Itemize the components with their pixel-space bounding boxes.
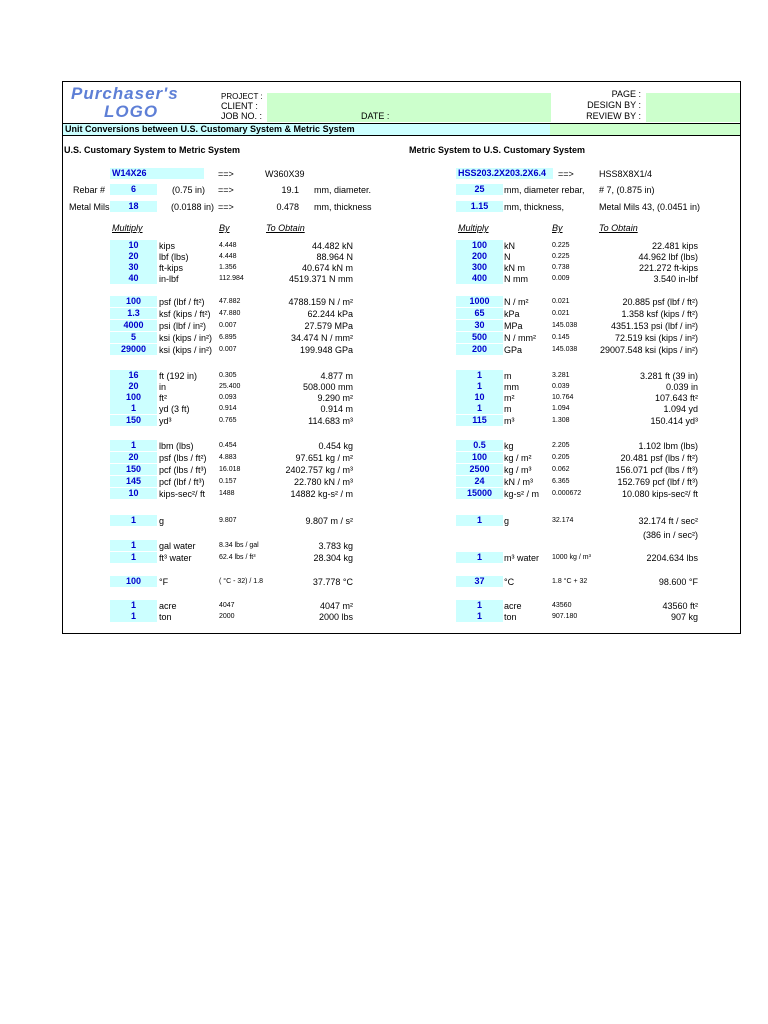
right-factor: 1.8 °C + 32: [552, 578, 588, 585]
right-factor: 145.038: [552, 322, 578, 329]
right-input-unit: N / m²: [504, 297, 529, 307]
left-input-value[interactable]: 16: [110, 370, 157, 381]
right-input-value[interactable]: 65: [456, 308, 503, 319]
left-input-unit: ft²: [159, 393, 167, 403]
left-factor: 0.305: [219, 372, 237, 379]
left-input-value[interactable]: 10: [110, 488, 157, 499]
right-input-value[interactable]: 200: [456, 251, 503, 262]
right-input-unit: g: [504, 516, 510, 526]
page-field[interactable]: [646, 93, 740, 122]
left-input-unit: kips: [159, 241, 176, 251]
right-col-by: By: [552, 223, 563, 233]
right-factor: 43560: [552, 602, 572, 609]
date-field[interactable]: [393, 112, 551, 122]
right-input-unit: m: [504, 404, 512, 414]
right-input-unit: ton: [504, 612, 517, 622]
right-input-value[interactable]: 500: [456, 332, 503, 343]
right-input-value[interactable]: 15000: [456, 488, 503, 499]
left-result: 9.290 m²: [317, 393, 353, 403]
left-input-value[interactable]: 10: [110, 240, 157, 251]
right-input-value[interactable]: 1: [456, 515, 503, 526]
right-input-unit: MPa: [504, 321, 523, 331]
right-result: 44.962 lbf (lbs): [638, 252, 698, 262]
right-input-unit: m²: [504, 393, 515, 403]
left-input-value[interactable]: 20: [110, 381, 157, 392]
logo-line2: LOGO: [104, 102, 159, 121]
left-result: 22.780 kN / m³: [293, 477, 353, 487]
right-factor: 6.365: [552, 478, 570, 485]
right-input-value[interactable]: 30: [456, 320, 503, 331]
right-input-value[interactable]: 400: [456, 273, 503, 284]
left-factor: 1.356: [219, 264, 237, 271]
left-factor: 2000: [219, 613, 235, 620]
left-input-unit: yd (3 ft): [159, 404, 190, 414]
right-result: 150.414 yd³: [650, 416, 698, 426]
left-input-value[interactable]: 1: [110, 600, 157, 611]
right-input-unit: N / mm²: [504, 333, 536, 343]
right-input-value[interactable]: 1: [456, 403, 503, 414]
left-factor: 9.807: [219, 517, 237, 524]
left-factor: 62.4 lbs / ft³: [219, 554, 256, 561]
left-result: 4519.371 N mm: [288, 274, 353, 284]
left-input-value[interactable]: 20: [110, 251, 157, 262]
left-factor: 47.880: [219, 310, 241, 317]
left-input-unit: lbm (lbs): [159, 441, 194, 451]
right-col-obtain: To Obtain: [599, 223, 638, 233]
left-input-value[interactable]: 100: [110, 576, 157, 587]
left-input-unit: gal water: [159, 541, 196, 551]
client-label: CLIENT :: [221, 101, 258, 111]
left-result: 2000 lbs: [318, 612, 353, 622]
project-label: PROJECT :: [221, 92, 263, 101]
right-factor: 10.764: [552, 394, 574, 401]
right-factor: 0.145: [552, 334, 570, 341]
jobno-label: JOB NO. :: [221, 111, 263, 121]
left-input-unit: psf (lbf / ft²): [159, 297, 205, 307]
right-mils-output: Metal Mils 43, (0.0451 in): [599, 202, 701, 212]
right-result: 2204.634 lbs: [646, 553, 698, 563]
right-input-unit: N: [504, 252, 511, 262]
right-factor: 907.180: [552, 613, 578, 620]
left-factor: 0.093: [219, 394, 237, 401]
right-result: 43560 ft²: [662, 601, 698, 611]
right-input-value[interactable]: 300: [456, 262, 503, 273]
left-input-value[interactable]: 150: [110, 415, 157, 426]
left-factor: 4.448: [219, 253, 237, 260]
left-rebar-input[interactable]: 6: [110, 184, 157, 195]
right-result: 0.039 in: [665, 382, 698, 392]
right-result: 22.481 kips: [651, 241, 698, 251]
right-factor: 1000 kg / m³: [552, 554, 591, 561]
sheet-title: Unit Conversions between U.S. Customary System & Metric System: [65, 124, 355, 134]
right-result: 1.358 ksf (kips / ft²): [621, 309, 698, 319]
right-result: 20.885 psf (lbf / ft²): [622, 297, 698, 307]
right-input-value[interactable]: 100: [456, 240, 503, 251]
right-factor: 1.094: [552, 405, 570, 412]
right-result: 3.281 ft (39 in): [639, 371, 698, 381]
right-factor: 2.205: [552, 442, 570, 449]
right-mils-unit: mm, thickness,: [504, 202, 565, 212]
left-result: 27.579 MPa: [304, 321, 353, 331]
right-input-unit: m: [504, 371, 512, 381]
left-input-unit: °F: [159, 577, 169, 587]
right-shape-output: HSS8X8X1/4: [599, 169, 653, 179]
left-input-unit: ksi (kips / in²): [159, 345, 213, 355]
title-bar-right: [550, 124, 740, 135]
left-factor: 1488: [219, 490, 235, 497]
right-input-value[interactable]: 10: [456, 392, 503, 403]
left-result: 37.778 °C: [312, 577, 353, 587]
right-factor: 0.021: [552, 310, 570, 317]
right-input-unit: kN / m³: [504, 477, 533, 487]
right-input-value[interactable]: 1: [456, 370, 503, 381]
left-factor: 4.448: [219, 242, 237, 249]
left-result: 0.914 m: [320, 404, 353, 414]
left-factor: 0.454: [219, 442, 237, 449]
right-input-unit: mm: [504, 382, 519, 392]
right-factor: 145.038: [552, 346, 578, 353]
right-result: 1.094 yd: [663, 404, 698, 414]
right-rebar-output: # 7, (0.875 in): [599, 185, 655, 195]
right-input-unit: kN m: [504, 263, 525, 273]
right-factor: 0.009: [552, 275, 570, 282]
left-mils-arrow: ==>: [218, 202, 234, 212]
page-label: PAGE :: [611, 89, 641, 99]
left-result: 4.877 m: [320, 371, 353, 381]
left-input-value[interactable]: 1: [110, 403, 157, 414]
left-input-unit: ton: [159, 612, 172, 622]
logo-line1: Purchaser's: [71, 84, 179, 103]
right-input-value[interactable]: 200: [456, 344, 503, 355]
right-col-multiply: Multiply: [458, 223, 489, 233]
left-result: 4047 m²: [319, 601, 353, 611]
right-result: 20.481 psf (lbs / ft²): [620, 453, 698, 463]
left-input-unit: ksf (kips / ft²): [159, 309, 211, 319]
rebar-label: Rebar #: [73, 185, 106, 195]
right-result: 72.519 ksi (kips / in²): [614, 333, 698, 343]
right-result: 3.540 in-lbf: [653, 274, 698, 284]
left-input-value[interactable]: 20: [110, 452, 157, 463]
right-input-value[interactable]: 24: [456, 476, 503, 487]
left-mils-note: (0.0188 in): [171, 202, 215, 212]
left-result: 28.304 kg: [313, 553, 353, 563]
left-col-obtain: To Obtain: [266, 223, 305, 233]
right-factor: 0.225: [552, 253, 570, 260]
right-input-value[interactable]: 37: [456, 576, 503, 587]
right-input-unit: °C: [504, 577, 515, 587]
left-result: 62.244 kPa: [307, 309, 353, 319]
right-result: 107.643 ft²: [654, 393, 698, 403]
right-factor: 3.281: [552, 372, 570, 379]
right-factor: 32.174: [552, 517, 574, 524]
right-input-unit: kg-s² / m: [504, 489, 539, 499]
right-rebar-input[interactable]: 25: [456, 184, 503, 195]
designby-label: DESIGN BY :: [587, 100, 641, 110]
left-shape-output: W360X39: [265, 169, 305, 179]
right-heading: Metric System to U.S. Customary System: [409, 145, 586, 155]
left-factor: 0.765: [219, 417, 237, 424]
right-input-value[interactable]: 0.5: [456, 440, 503, 451]
right-result: 10.080 kips-sec²/ ft: [621, 489, 698, 499]
left-result: 14882 kg-s² / m: [290, 489, 353, 499]
left-factor: ( °C - 32) / 1.8: [219, 578, 264, 585]
right-factor: 1.308: [552, 417, 570, 424]
left-input-unit: ksi (kips / in²): [159, 333, 213, 343]
left-input-unit: psf (lbs / ft²): [159, 453, 207, 463]
left-input-unit: ft (192 in): [159, 371, 198, 381]
date-label: DATE :: [361, 111, 390, 121]
left-input-value[interactable]: 1: [110, 515, 157, 526]
left-input-unit: ft-kips: [159, 263, 184, 273]
left-input-unit: acre: [159, 601, 177, 611]
left-result: 44.482 kN: [311, 241, 353, 251]
left-result: 199.948 GPa: [299, 345, 353, 355]
right-input-value[interactable]: 115: [456, 415, 503, 426]
left-result: 97.651 kg / m²: [295, 453, 353, 463]
right-factor: 0.205: [552, 454, 570, 461]
right-input-unit: m³: [504, 416, 515, 426]
left-input-value[interactable]: 30: [110, 262, 157, 273]
left-result: 508.000 mm: [302, 382, 353, 392]
left-input-unit: ft³ water: [159, 553, 192, 563]
right-result: 907 kg: [670, 612, 698, 622]
left-factor: 16.018: [219, 466, 241, 473]
left-result: 114.683 m³: [308, 416, 353, 426]
right-input-unit: kg / m³: [504, 465, 532, 475]
left-factor: 0.007: [219, 346, 237, 353]
left-rebar-note: (0.75 in): [172, 185, 206, 195]
left-factor: 47.882: [219, 298, 241, 305]
left-factor: 8.34 lbs / gal: [219, 542, 259, 549]
left-input-unit: pcf (lbf / ft³): [159, 477, 205, 487]
left-input-value[interactable]: 5: [110, 332, 157, 343]
right-input-unit: kN: [504, 241, 515, 251]
right-input-unit: kPa: [504, 309, 520, 319]
left-input-unit: yd³: [159, 416, 172, 426]
left-factor: 25.400: [219, 383, 241, 390]
left-result: 88.964 N: [316, 252, 353, 262]
left-factor: 4047: [219, 602, 235, 609]
right-factor: 0.225: [552, 242, 570, 249]
left-rebar-output: 19.1: [281, 185, 299, 195]
left-input-unit: g: [159, 516, 165, 526]
left-factor: 6.895: [219, 334, 237, 341]
left-input-value[interactable]: 1: [110, 552, 157, 563]
left-col-by: By: [219, 223, 230, 233]
left-input-value[interactable]: 40: [110, 273, 157, 284]
left-input-value[interactable]: 150: [110, 464, 157, 475]
left-shape-input[interactable]: W14X26: [110, 168, 204, 179]
right-input-unit: kg: [504, 441, 514, 451]
left-input-value[interactable]: 4000: [110, 320, 157, 331]
left-input-unit: in: [159, 382, 167, 392]
right-input-unit: N mm: [504, 274, 528, 284]
left-input-unit: lbf (lbs): [159, 252, 189, 262]
left-input-unit: kips-sec²/ ft: [159, 489, 206, 499]
left-input-value[interactable]: 145: [110, 476, 157, 487]
right-rebar-unit: mm, diameter rebar,: [504, 185, 585, 195]
left-result: 3.783 kg: [318, 541, 353, 551]
right-result: 4351.153 psi (lbf / in²): [610, 321, 698, 331]
left-mils-output: 0.478: [276, 202, 299, 212]
left-rebar-unit: mm, diameter.: [314, 185, 372, 195]
right-input-value[interactable]: 1: [456, 611, 503, 622]
right-factor: 0.062: [552, 466, 570, 473]
right-factor: 0.000672: [552, 490, 582, 497]
worksheet: [62, 81, 741, 634]
right-factor: 0.021: [552, 298, 570, 305]
left-heading: U.S. Customary System to Metric System: [64, 145, 241, 155]
left-input-value[interactable]: 29000: [110, 344, 157, 355]
left-input-value[interactable]: 1: [110, 611, 157, 622]
right-input-unit: GPa: [504, 345, 523, 355]
right-input-unit: kg / m²: [504, 453, 532, 463]
right-result: 156.071 pcf (lbs / ft³): [615, 465, 698, 475]
mils-label: Metal Mils: [69, 202, 110, 212]
right-mils-input[interactable]: 1.15: [456, 201, 503, 212]
left-factor: 112.984: [219, 275, 244, 282]
left-factor: 0.007: [219, 322, 237, 329]
right-input-unit: acre: [504, 601, 522, 611]
right-result: 98.600 °F: [658, 577, 698, 587]
right-result: 152.769 pcf (lbf / ft³): [617, 477, 698, 487]
right-input-unit: m³ water: [504, 553, 540, 563]
right-input-value[interactable]: 1: [456, 381, 503, 392]
left-col-multiply: Multiply: [112, 223, 143, 233]
left-input-unit: pcf (lbs / ft³): [159, 465, 207, 475]
right-result: (386 in / sec²): [642, 530, 698, 540]
right-shape-input[interactable]: HSS203.2X203.2X6.4: [456, 168, 553, 179]
right-factor: 0.039: [552, 383, 570, 390]
right-result: 221.272 ft-kips: [638, 263, 698, 273]
left-input-unit: psi (lbf / in²): [159, 321, 207, 331]
left-factor: 4.883: [219, 454, 237, 461]
left-result: 4788.159 N / m²: [288, 297, 353, 307]
left-factor: 0.157: [219, 478, 237, 485]
left-result: 9.807 m / s²: [305, 516, 353, 526]
right-factor: 0.738: [552, 264, 570, 271]
right-input-value[interactable]: 1000: [456, 296, 503, 307]
right-input-value[interactable]: 100: [456, 452, 503, 463]
left-result: 40.674 kN m: [301, 263, 353, 273]
right-shape-arrow: ==>: [558, 169, 574, 179]
right-result: 29007.548 ksi (kips / in²): [599, 345, 698, 355]
left-input-value[interactable]: 100: [110, 296, 157, 307]
reviewby-label: REVIEW BY :: [586, 111, 641, 121]
right-result: 32.174 ft / sec²: [638, 516, 698, 526]
left-input-value[interactable]: 1: [110, 540, 157, 551]
left-factor: 0.914: [219, 405, 237, 412]
right-result: 1.102 lbm (lbs): [638, 441, 698, 451]
left-input-value[interactable]: 100: [110, 392, 157, 403]
left-shape-arrow: ==>: [218, 169, 234, 179]
right-input-value[interactable]: 1: [456, 600, 503, 611]
left-input-unit: in-lbf: [159, 274, 179, 284]
right-input-value[interactable]: 2500: [456, 464, 503, 475]
left-mils-input[interactable]: 18: [110, 201, 157, 212]
left-mils-unit: mm, thickness: [314, 202, 372, 212]
left-input-value[interactable]: 1: [110, 440, 157, 451]
left-result: 34.474 N / mm²: [290, 333, 353, 343]
left-input-value[interactable]: 1.3: [110, 308, 157, 319]
left-rebar-arrow: ==>: [218, 185, 234, 195]
right-input-value[interactable]: 1: [456, 552, 503, 563]
left-result: 0.454 kg: [318, 441, 353, 451]
left-result: 2402.757 kg / m³: [285, 465, 353, 475]
